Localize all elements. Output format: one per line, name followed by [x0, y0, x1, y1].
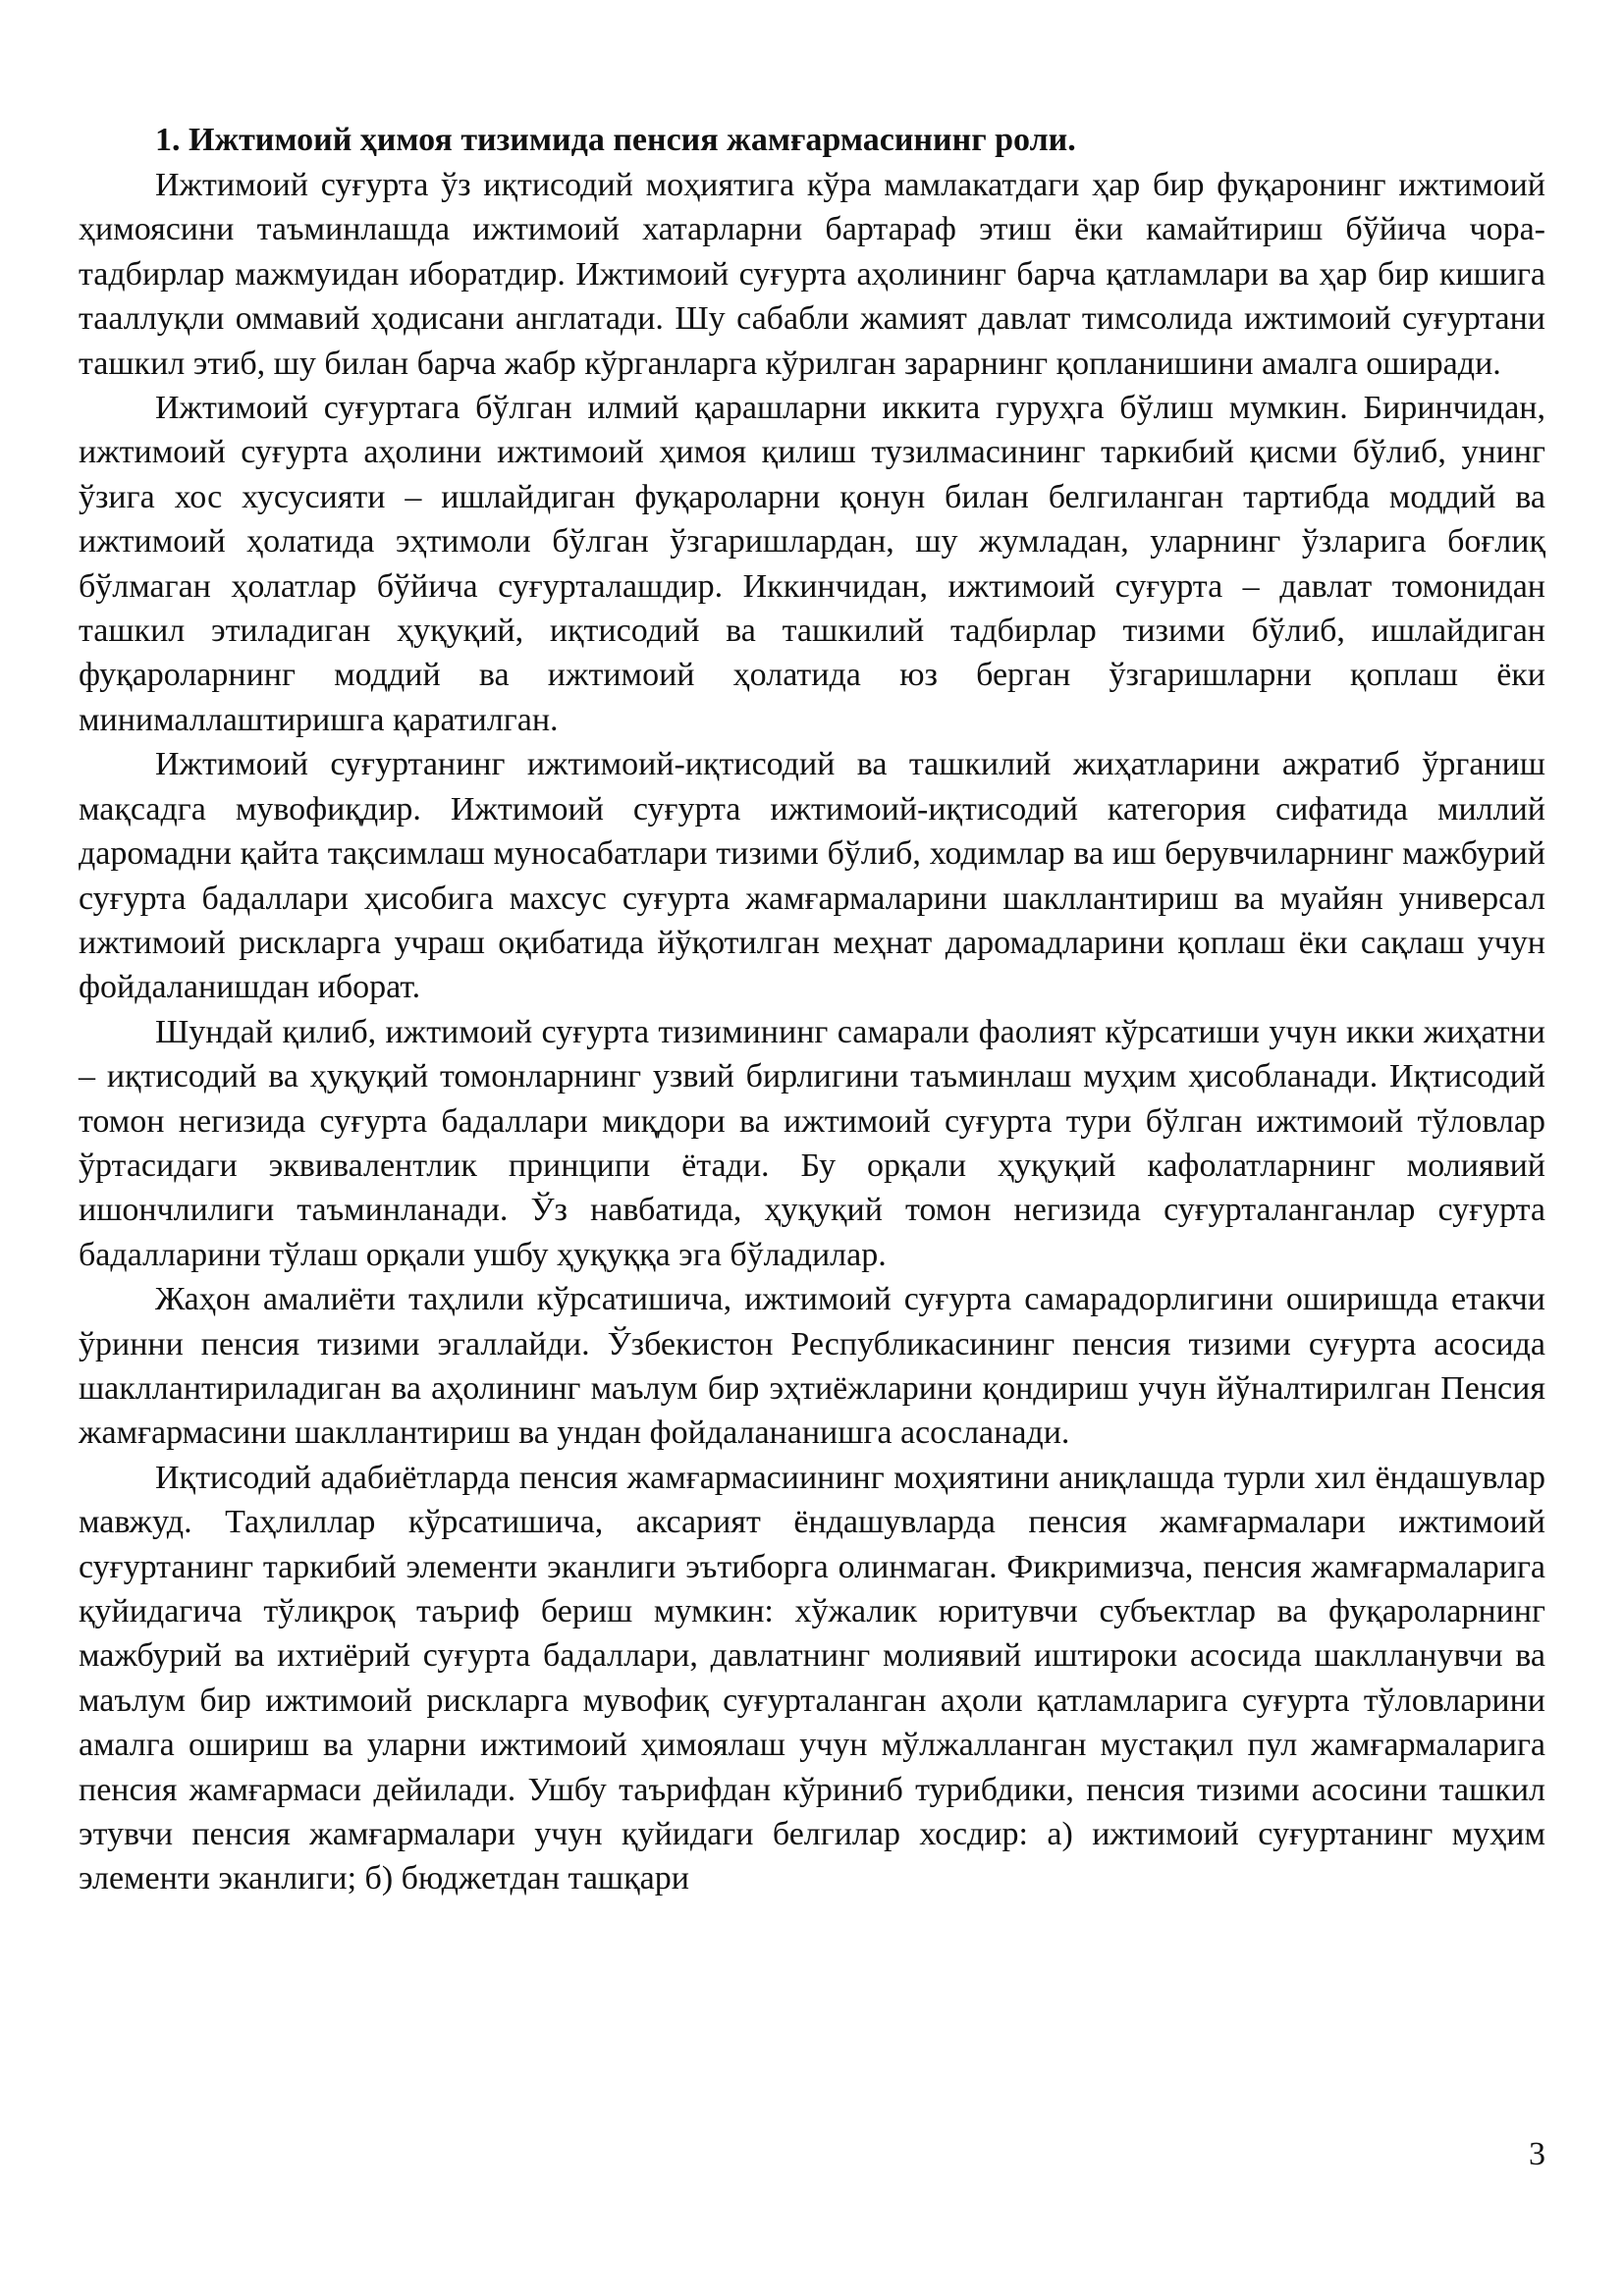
- paragraph-1: Ижтимоий суғурта ўз иқтисодий моҳиятига кўра мамлакатдаги ҳар бир фуқаронинг ижтимоий ҳимоясини таъминлашда ижтимоий хатарларни бартараф этиш ёки камайтириш бўйича чора-тадбирлар мажмуидан иборатдир. Ижтимоий суғурта аҳолининг барча қатламлари ва ҳар бир кишига тааллуқли оммавий ҳодисани англатади. Шу сабабли жамият давлат тимсолида ижтимоий суғуртани ташкил этиб, шу билан барча жабр кўрганларга кўрилган зарарнинг қопланишини амалга оширади.: [79, 167, 1545, 382]
- paragraph-5: Жаҳон амалиёти таҳлили кўрсатишича, ижтимоий суғурта самарадорлигини оширишда етакчи ўринни пенсия тизими эгаллайди. Ўзбекистон Республикасининг пенсия тизими суғурта асосида шакллантириладиган ва аҳолининг маълум бир эҳтиёжларини қондириш учун йўналтирилган Пенсия жамғармасини шакллантириш ва ундан фойдалананишга асосланади.: [79, 1281, 1545, 1452]
- paragraph-4: Шундай қилиб, ижтимоий суғурта тизимининг самарали фаолият кўрсатиши учун икки жиҳатни – иқтисодий ва ҳуқуқий томонларнинг узвий бирлигини таъминлаш муҳим ҳисобланади. Иқтисодий томон негизида суғурта бадаллари миқдори ва ижтимоий суғурта тури бўлган ижтимоий тўловлар ўртасидаги эквивалентлик принципи ётади. Бу орқали ҳуқуқий кафолатларнинг молиявий ишончлилиги таъминланади. Ўз навбатида, ҳуқуқий томон негизида суғурталанганлар суғурта бадалларини тўлаш орқали ушбу ҳуқуққа эга бўладилар.: [79, 1013, 1545, 1273]
- paragraph-2: Ижтимоий суғуртага бўлган илмий қарашларни иккита гуруҳга бўлиш мумкин. Биринчидан, ижтимоий суғурта аҳолини ижтимоий ҳимоя қилиш тузилмасининг таркибий қисми бўлиб, унинг ўзига хос хусусияти – ишлайдиган фуқароларни қонун билан белгиланган тартибда моддий ва ижтимоий ҳолатида эҳтимоли бўлган ўзгаришлардан, шу жумладан, уларнинг ўзларига боғлиқ бўлмаган ҳолатлар бўйича суғурталашдир. Иккинчидан, ижтимоий суғурта – давлат томонидан ташкил этиладиган ҳуқуқий, иқтисодий ва ташкилий тадбирлар тизими бўлиб, ишлайдиган фуқароларнинг моддий ва ижтимоий ҳолатида юз берган ўзгаришларни қоплаш ёки минималлаштиришга қаратилган.: [79, 390, 1545, 738]
- page-number: 3: [1529, 2136, 1545, 2172]
- paragraph-6: Иқтисодий адабиётларда пенсия жамғармасиининг моҳиятини аниқлашда турли хил ёндашувлар мавжуд. Таҳлиллар кўрсатишича, аксарият ёндашувларда пенсия жамғармалари ижтимоий суғуртанинг таркибий элементи эканлиги эътиборга олинмаган. Фикримизча, пенсия жамғармаларига қуйидагича тўлиқроқ таъриф бериш мумкин: хўжалик юритувчи субъектлар ва фуқароларнинг мажбурий ва ихтиёрий суғурта бадаллари, давлатнинг молиявий иштироки асосида шаклланувчи ва маълум бир ижтимоий рискларга мувофиқ суғурталанган аҳоли қатламларига суғурта тўловларини амалга ошириш ва уларни ижтимоий ҳимоялаш учун мўлжалланган мустақил пул жамғармаларига пенсия жамғармаси дейилади. Ушбу таърифдан кўриниб турибдики, пенсия тизими асосини ташкил этувчи пенсия жамғармалари учун қуйидаги белгилар хосдир: а) ижтимоий суғуртанинг муҳим элементи эканлиги; б) бюджетдан ташқари: [79, 1459, 1545, 1897]
- paragraph-3: Ижтимоий суғуртанинг ижтимоий-иқтисодий ва ташкилий жиҳатларини ажратиб ўрганиш мақсадга мувофиқдир. Ижтимоий суғурта ижтимоий-иқтисодий категория сифатида миллий даромадни қайта тақсимлаш муносабатлари тизими бўлиб, ходимлар ва иш берувчиларнинг мажбурий суғурта бадаллари ҳисобига махсус суғурта жамғармаларини шакллантириш ва муайян универсал ижтимоий рискларга учраш оқибатида йўқотилган меҳнат даромадларини қоплаш ёки сақлаш учун фойдаланишдан иборат.: [79, 746, 1545, 1006]
- document-page: [79, 118, 1545, 1901]
- section-heading: 1. Ижтимоий ҳимоя тизимида пенсия жамғармасининг роли.: [155, 122, 1076, 158]
